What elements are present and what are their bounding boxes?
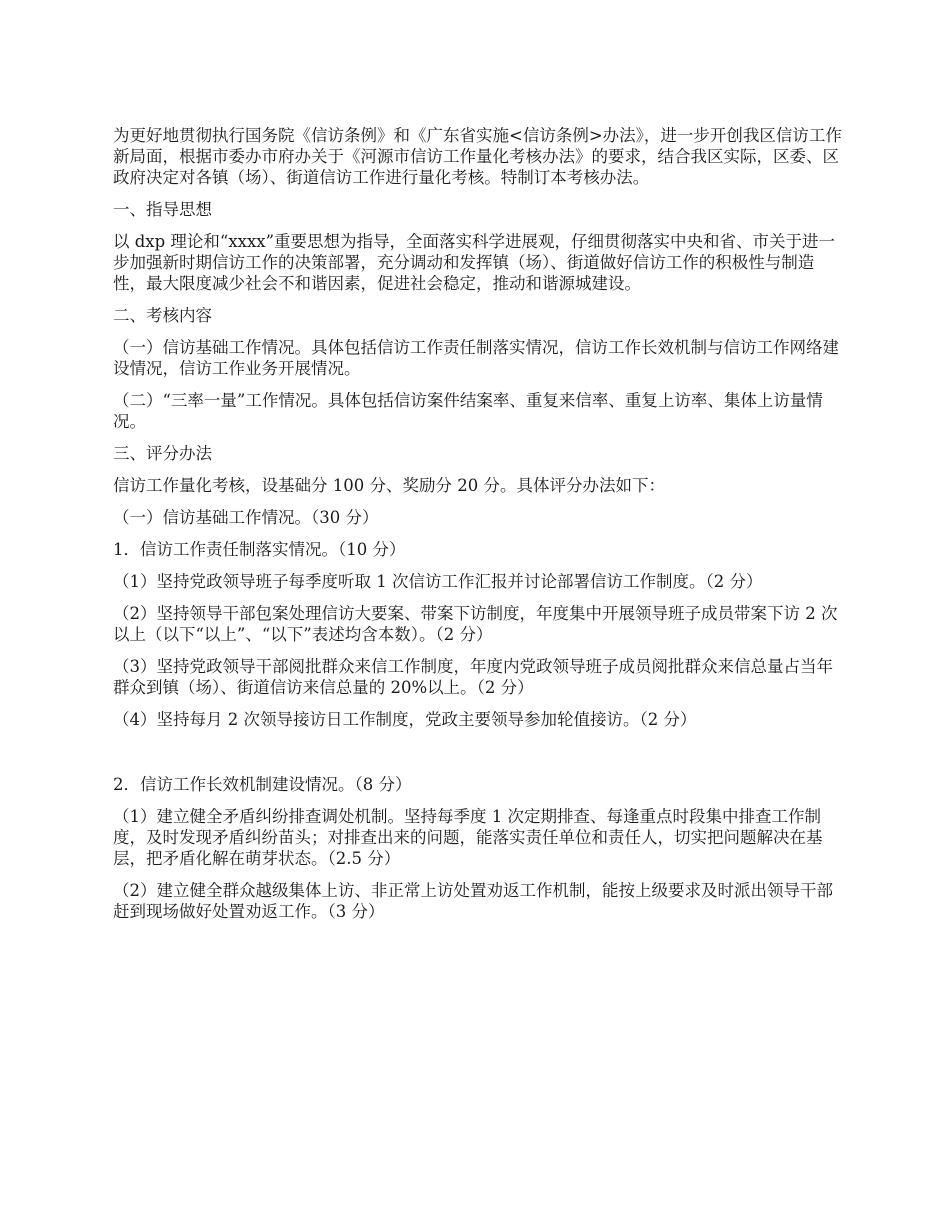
assessment-content-item-2: （二）“三率一量”工作情况。具体包括信访案件结案率、重复来信率、重复上访率、集体上访量情况。 — [113, 391, 823, 431]
scoring-method-intro: 信访工作量化考核，设基础分 100 分、奖励分 20 分。具体评分办法如下： — [113, 476, 665, 495]
section-heading-assessment-content: 二、考核内容 — [113, 306, 212, 325]
subsection-1-item: （2）坚持领导干部包案处理信访大要案、带案下访制度，年度集中开展领导班子成员带案下访 2 次以上（以下“以上”、“以下”表述均含本数）。（2 分） — [113, 604, 838, 644]
subsection-1-title: 1．信访工作责任制落实情况。（10 分） — [113, 540, 406, 559]
blank-spacer — [113, 741, 843, 774]
subsection-1-item: （1）坚持党政领导班子每季度听取 1 次信访工作汇报并讨论部署信访工作制度。（2 分） — [113, 572, 763, 591]
guiding-ideology-paragraph: 以 dxp 理论和“xxxx”重要思想为指导，全面落实科学进展观，仔细贯彻落实中央和省、市关于进一步加强新时期信访工作的决策部署，充分调动和发挥镇（场）、街道做好信访工作的积极性与制造性，最大限度减少社会不和谐因素，促进社会稳定，推动和谐源城建设。 — [113, 232, 836, 293]
subsection-2-item: （1）建立健全矛盾纠纷排查调处机制。坚持每季度 1 次定期排查、每逢重点时段集中排查工作制度，及时发现矛盾纠纷苗头；对排查出来的问题，能落实责任单位和责任人，切实把问题解决在基层，把矛盾化解在萌芽状态。（2.5 分） — [113, 807, 823, 868]
scoring-part-1-title: （一）信访基础工作情况。（30 分） — [113, 508, 379, 527]
subsection-2-item: （2）建立健全群众越级集体上访、非正常上访处置劝返工作机制，能按上级要求及时派出领导干部赶到现场做好处置劝返工作。（3 分） — [113, 881, 833, 921]
subsection-2-title: 2．信访工作长效机制建设情况。（8 分） — [113, 775, 412, 794]
section-heading-scoring-method: 三、评分办法 — [113, 444, 212, 463]
intro-paragraph: 为更好地贯彻执行国务院《信访条例》和《广东省实施<信访条例>办法》，进一步开创我区信访工作新局面，根据市委办市府办关于《河源市信访工作量化考核办法》的要求，结合我区实际，区委、区政府决定对各镇（场）、街道信访工作进行量化考核。特制订本考核办法。 — [113, 126, 842, 187]
assessment-content-item-1: （一）信访基础工作情况。具体包括信访工作责任制落实情况，信访工作长效机制与信访工作网络建设情况，信访工作业务开展情况。 — [113, 338, 839, 378]
subsection-1-item: （4）坚持每月 2 次领导接访日工作制度，党政主要领导参加轮值接访。（2 分） — [113, 710, 697, 729]
section-heading-guiding-ideology: 一、指导思想 — [113, 200, 212, 219]
document-body — [113, 125, 843, 933]
subsection-1-item: （3）坚持党政领导干部阅批群众来信工作制度，年度内党政领导班子成员阅批群众来信总量占当年群众到镇（场）、街道信访来信总量的 20%以上。（2 分） — [113, 657, 833, 697]
